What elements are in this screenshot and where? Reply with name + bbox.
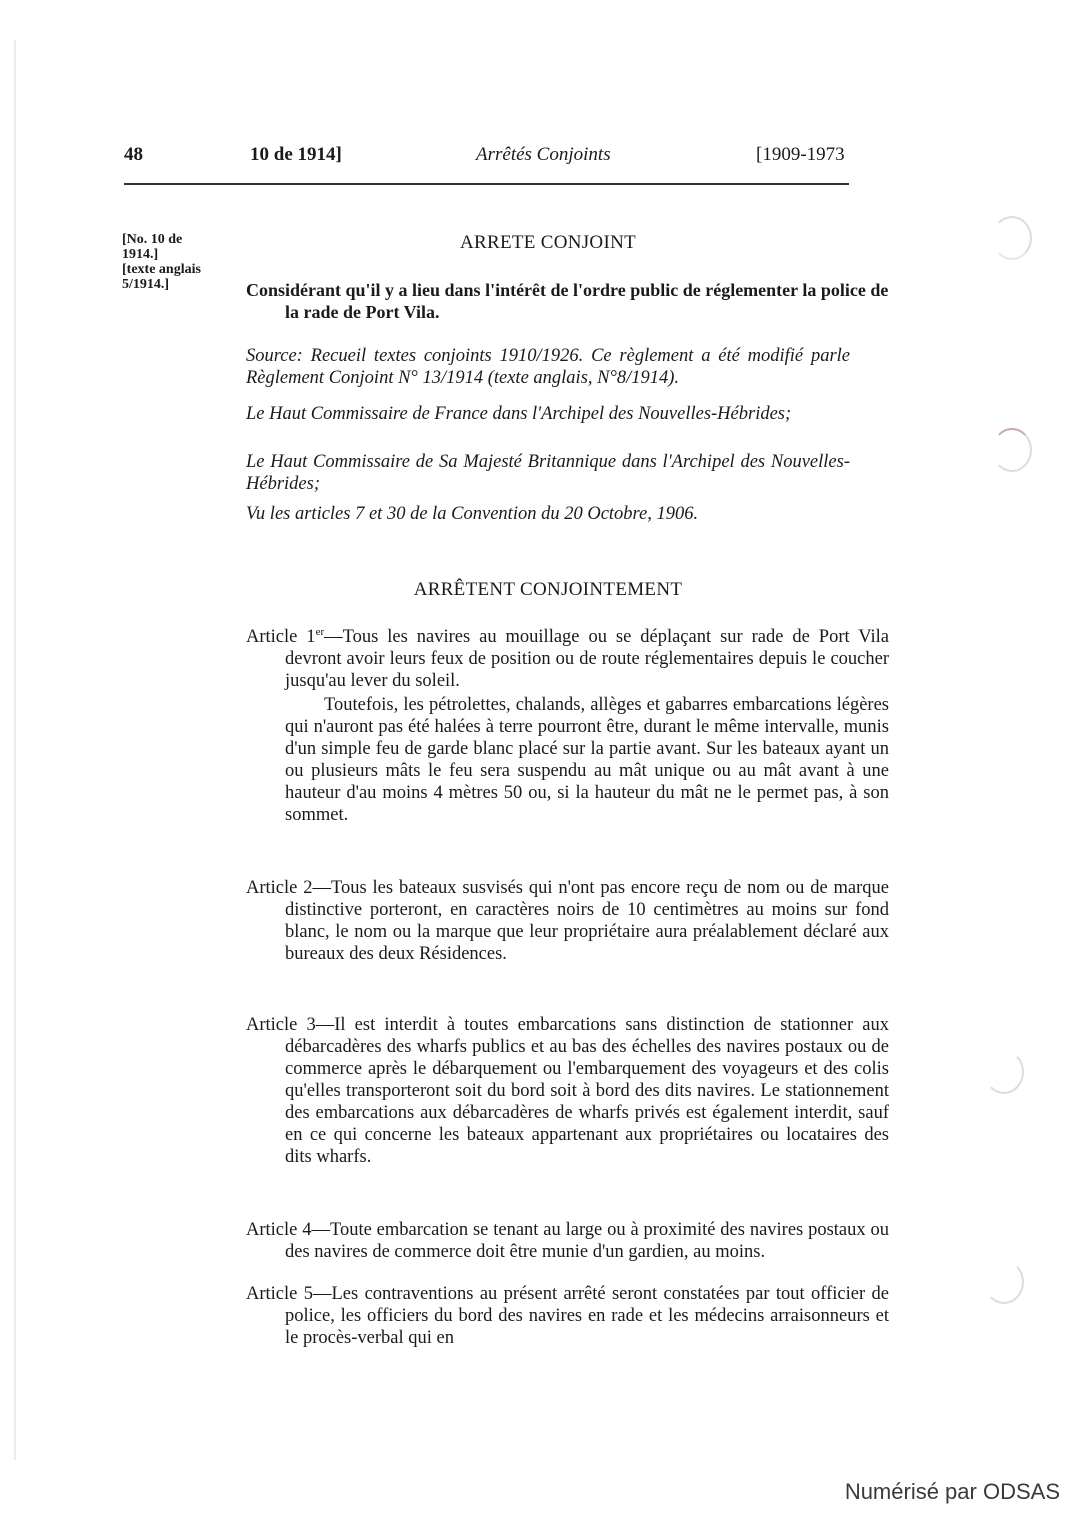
- article-1-paragraph: [246, 626, 889, 692]
- document-title: ARRETE CONJOINT: [459, 232, 637, 253]
- header-reference: 10 de 1914]: [250, 144, 342, 165]
- article-1-superscript: er: [315, 625, 325, 638]
- margin-note-line: 1914.]: [122, 247, 159, 262]
- punch-hole-icon: [984, 1050, 1024, 1094]
- margin-note-line: [texte anglais: [122, 262, 201, 277]
- article-1-text: —Tous les navires au mouillage ou se déplaçant sur rade de Port Vila devront avoir leurs feux de position ou de route réglementaires depuis le coucher jusqu'au lever du soleil.: [285, 627, 889, 691]
- punch-hole-icon: [984, 1260, 1024, 1304]
- punch-hole-icon: [992, 216, 1032, 260]
- article-2-paragraph: Article 2—Tous les bateaux susvisés qui n'ont pas encore reçu de nom ou de marque distinctive porteront, en caractères noirs de 10 centimètres au moins sur fond blanc, le nom ou la marque que leur propriétaire aura préalablement déclaré aux bureaux des deux Résidences.: [246, 878, 889, 964]
- haut-commissaire-britannique: Le Haut Commissaire de Sa Majesté Britannique dans l'Archipel des Nouvelles-Hébrides;: [246, 452, 850, 494]
- section-title: ARRÊTENT CONJOINTEMENT: [413, 579, 683, 600]
- article-3-paragraph: Article 3—Il est interdit à toutes embarcations sans distinction de stationner aux débarcadères des wharfs publics et au bas des échelles des navires postaux ou de commerce après le débarquement ou l'embarquement des voyageurs et des colis qu'elles transporteront soit du bord soit à bord des dits navires. Le stationnement des embarcations aux débarcadères de wharfs privés est également interdit, sauf en ce qui concerne les bateaux appartenant aux propriétaires ou locataires des dits wharfs.: [246, 1015, 889, 1167]
- article-1-label: Article 1: [246, 627, 316, 647]
- source-note: Source: Recueil textes conjoints 1910/1926. Ce règlement a été modifié parle Règlement Conjoint N° 13/1914 (texte anglais, N°8/1914).: [246, 346, 850, 388]
- header-rule: [124, 183, 849, 185]
- binding-edge: [14, 40, 16, 1460]
- margin-note-line: 5/1914.]: [122, 277, 170, 292]
- punch-hole-icon: [992, 428, 1032, 472]
- header-publication: Arrêtés Conjoints: [476, 144, 611, 165]
- considerant-paragraph: Considérant qu'il y a lieu dans l'intérêt de l'ordre public de réglementer la police de la rade de Port Vila.: [246, 280, 889, 322]
- article-1-second-paragraph: Toutefois, les pétrolettes, chalands, allèges et gabarres embarcations légères qui n'auront pas été halées à terre pourront être, durant le même intervalle, munis d'un simple feu de garde blanc placé sur la partie avant. Sur les bateaux ayant un ou plusieurs mâts le feu sera suspendu au mât unique ou au mât avant à une hauteur d'au moins 4 mètres 50 ou, si la hauteur du mât ne le permet pas, à son sommet.: [285, 695, 889, 825]
- page-number: 48: [124, 144, 143, 165]
- margin-note-line: [No. 10 de: [122, 232, 183, 247]
- vu-paragraph: Vu les articles 7 et 30 de la Convention du 20 Octobre, 1906.: [246, 504, 699, 524]
- header-years: [1909-1973: [756, 144, 845, 165]
- article-5-paragraph: Article 5—Les contraventions au présent arrêté seront constatées par tout officier de police, les officiers du bord des navires en rade et les médecins arraisonneurs et le procès-verbal qui en: [246, 1284, 889, 1348]
- margin-note: [122, 232, 232, 292]
- digitization-credit: Numérisé par ODSAS: [844, 1479, 1060, 1504]
- haut-commissaire-france: Le Haut Commissaire de France dans l'Archipel des Nouvelles-Hébrides;: [246, 404, 792, 424]
- article-4-paragraph: Article 4—Toute embarcation se tenant au large ou à proximité des navires postaux ou des navires de commerce doit être munie d'un gardien, au moins.: [246, 1220, 889, 1262]
